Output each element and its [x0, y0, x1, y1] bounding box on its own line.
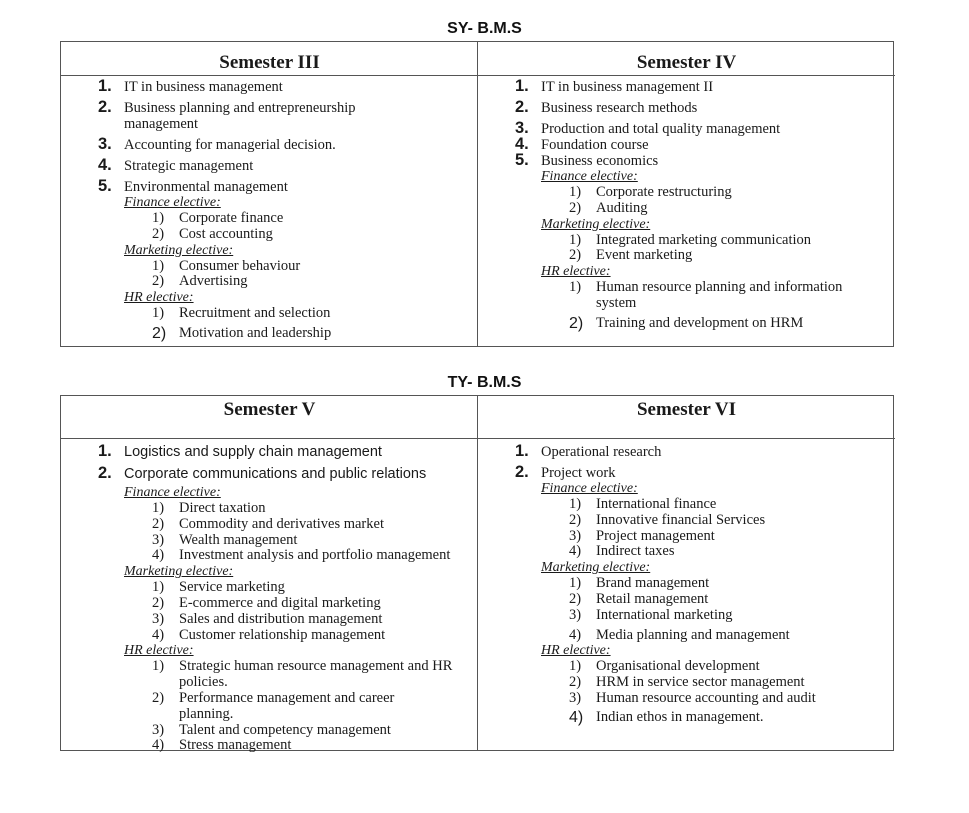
- elective-course: 4) Indian ethos in management.: [569, 708, 764, 726]
- elective-course: 2) Event marketing: [569, 247, 693, 264]
- elective-label-finance: Finance elective:: [124, 195, 221, 210]
- elective-course: 3) Wealth management: [152, 531, 298, 548]
- core-course: 4. Foundation course: [515, 135, 649, 153]
- elective-label-marketing: Marketing elective:: [124, 564, 234, 580]
- elective-course: 4) Media planning and management: [569, 626, 790, 643]
- elective-label-marketing: Marketing elective:: [541, 216, 651, 232]
- core-course: 5. Environmental management: [98, 177, 288, 195]
- semester-heading: Semester IV: [636, 52, 737, 73]
- elective-course: 4) Stress management: [152, 737, 292, 754]
- elective-course: 2) Motivation and leadership: [152, 324, 332, 342]
- elective-course: 4) Indirect taxes: [569, 543, 675, 560]
- elective-course: 2) Retail management: [569, 590, 709, 607]
- core-course: 1. IT in business management: [98, 77, 283, 95]
- semester-table-sy: [60, 41, 894, 347]
- elective-course: 1) Direct taxation: [152, 500, 266, 516]
- core-course: 1. Logistics and supply chain management: [98, 442, 382, 460]
- elective-course: 1) Corporate finance: [152, 210, 284, 226]
- semester-column-vi: [477, 396, 895, 750]
- core-course: 1. Operational research: [515, 442, 662, 460]
- elective-course: 1) International finance: [569, 496, 717, 512]
- elective-course: 2) Commodity and derivatives market: [152, 515, 384, 532]
- elective-course: 2) Auditing: [569, 199, 648, 216]
- core-course: 2. Business planning and entrepreneurship management: [98, 98, 356, 132]
- elective-course: 1) Consumer behaviour: [152, 257, 301, 274]
- divider: [478, 438, 895, 439]
- elective-course: 4) Customer relationship management: [152, 626, 386, 643]
- elective-course: 1) Strategic human resource management and HR policies.: [152, 658, 453, 691]
- course-list: [478, 444, 895, 726]
- elective-course: 1) Recruitment and selection: [152, 305, 331, 322]
- divider: [61, 438, 478, 439]
- elective-label-hr: HR elective:: [541, 264, 611, 280]
- core-course: 3. Production and total quality management: [515, 119, 781, 137]
- elective-course: 3) Human resource accounting and audit: [569, 689, 816, 706]
- elective-course: 1) Brand management: [569, 575, 710, 592]
- elective-course: 1) Human resource planning and information system: [569, 279, 843, 311]
- semester-column-iii: [61, 42, 478, 346]
- elective-label-finance: Finance elective:: [541, 481, 638, 496]
- core-course: 2. Project work: [515, 463, 616, 481]
- core-course: 1. IT in business management II: [515, 77, 714, 95]
- elective-label-finance: Finance elective:: [124, 485, 221, 500]
- elective-course: 1) Corporate restructuring: [569, 184, 732, 200]
- divider: [478, 75, 895, 76]
- elective-course: 3) Project management: [569, 527, 715, 544]
- elective-label-finance: Finance elective:: [541, 169, 638, 184]
- semester-column-v: [61, 396, 478, 754]
- section-title-sy: SY- B.M.S: [447, 20, 522, 37]
- course-list: [61, 79, 478, 342]
- course-list: [478, 79, 895, 332]
- elective-course: 2) Training and development on HRM: [569, 314, 804, 332]
- section-title-ty: TY- B.M.S: [447, 374, 522, 391]
- elective-course: 2) E-commerce and digital marketing: [152, 594, 381, 611]
- semester-heading: Semester V: [223, 399, 316, 420]
- elective-course: 2) Innovative financial Services: [569, 511, 766, 528]
- core-course: 2. Business research methods: [515, 98, 698, 116]
- core-course: 2. Corporate communications and public relations: [98, 464, 427, 482]
- elective-label-hr: HR elective:: [124, 290, 194, 306]
- semester-heading: Semester III: [219, 52, 320, 73]
- elective-course: 2) Performance management and career planning.: [152, 689, 395, 722]
- elective-course: 3) Sales and distribution management: [152, 610, 383, 627]
- elective-course: 2) Cost accounting: [152, 225, 273, 242]
- elective-course: 2) Advertising: [152, 273, 248, 290]
- core-course: 5. Business economics: [515, 151, 659, 169]
- elective-course: 2) HRM in service sector management: [569, 674, 805, 691]
- core-course: 3. Accounting for managerial decision.: [98, 135, 336, 153]
- elective-course: 3) International marketing: [569, 606, 733, 623]
- elective-label-marketing: Marketing elective:: [124, 242, 234, 258]
- elective-course: 4) Investment analysis and portfolio management: [152, 547, 451, 564]
- elective-course: 1) Integrated marketing communication: [569, 231, 812, 248]
- course-list: [61, 444, 478, 754]
- core-course: 4. Strategic management: [98, 156, 254, 174]
- semester-table-ty: [60, 395, 894, 754]
- divider: [61, 75, 478, 76]
- semester-heading: Semester VI: [636, 399, 737, 420]
- elective-label-marketing: Marketing elective:: [541, 560, 651, 576]
- semester-column-iv: [477, 42, 895, 346]
- elective-label-hr: HR elective:: [541, 643, 611, 659]
- elective-course: 1) Organisational development: [569, 658, 760, 675]
- elective-course: 3) Talent and competency management: [152, 721, 391, 738]
- elective-label-hr: HR elective:: [124, 643, 194, 659]
- elective-course: 1) Service marketing: [152, 579, 285, 596]
